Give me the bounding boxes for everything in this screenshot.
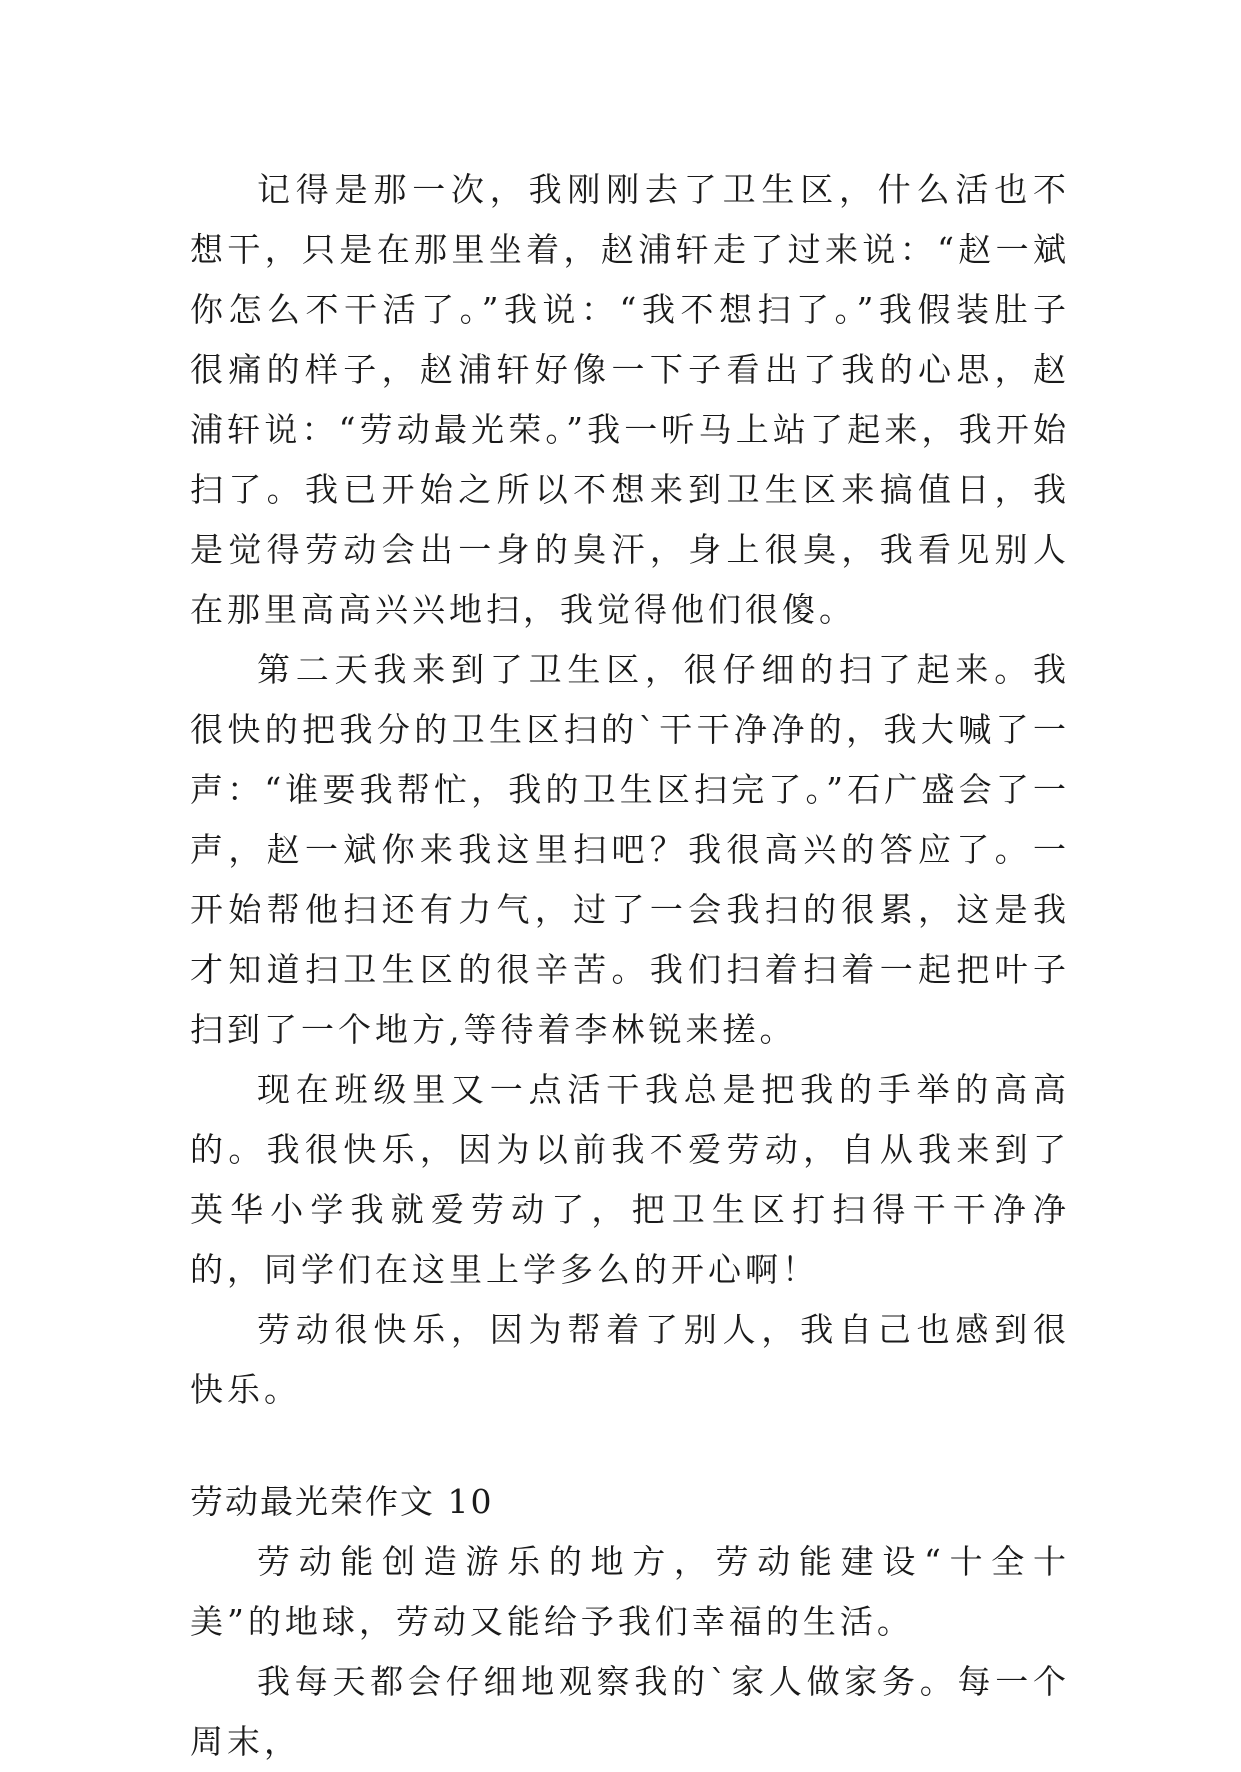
essay-title: 劳动最光荣作文 10 xyxy=(190,1482,494,1521)
paragraph-1: 记得是那一次，我刚刚去了卫生区，什么活也不想干，只是在那里坐着，赵浦轩走了过来说：“赵一斌你怎么不干活了。”我说：“我不想扫了。”我假装肚子很痛的样子，赵浦轩好像一下子看出了我的心思，赵浦轩说：“劳动最光荣。”我一听马上站了起来，我开始扫了。我已开始之所以不想来到卫生区来搞值日，我是觉得劳动会出一身的臭汗，身上很臭，我看见别人在那里高高兴兴地扫，我觉得他们很傻。 xyxy=(190,170,1070,629)
paragraph-6: 我每天都会仔细地观察我的`家人做家务。每一个周末， xyxy=(190,1662,1070,1761)
paragraph-2: 第二天我来到了卫生区，很仔细的扫了起来。我很快的把我分的卫生区扫的`干干净净的，我大喊了一声：“谁要我帮忙，我的卫生区扫完了。”石广盛会了一声，赵一斌你来我这里扫吧？我很高兴的答应了。一开始帮他扫还有力气，过了一会我扫的很累，这是我才知道扫卫生区的很辛苦。我们扫着扫着一起把叶子扫到了一个地方,等待着李林锐来搓。 xyxy=(190,650,1070,1049)
paragraph-5: 劳动能创造游乐的地方，劳动能建设“十全十美”的地球，劳动又能给予我们幸福的生活。 xyxy=(190,1542,1070,1641)
paragraph-4: 劳动很快乐，因为帮着了别人，我自己也感到很快乐。 xyxy=(190,1310,1070,1409)
document-body xyxy=(190,160,1070,1772)
paragraph-3: 现在班级里又一点活干我总是把我的手举的高高的。我很快乐，因为以前我不爱劳动，自从我来到了英华小学我就爱劳动了，把卫生区打扫得干干净净的，同学们在这里上学多么的开心啊！ xyxy=(190,1070,1070,1289)
